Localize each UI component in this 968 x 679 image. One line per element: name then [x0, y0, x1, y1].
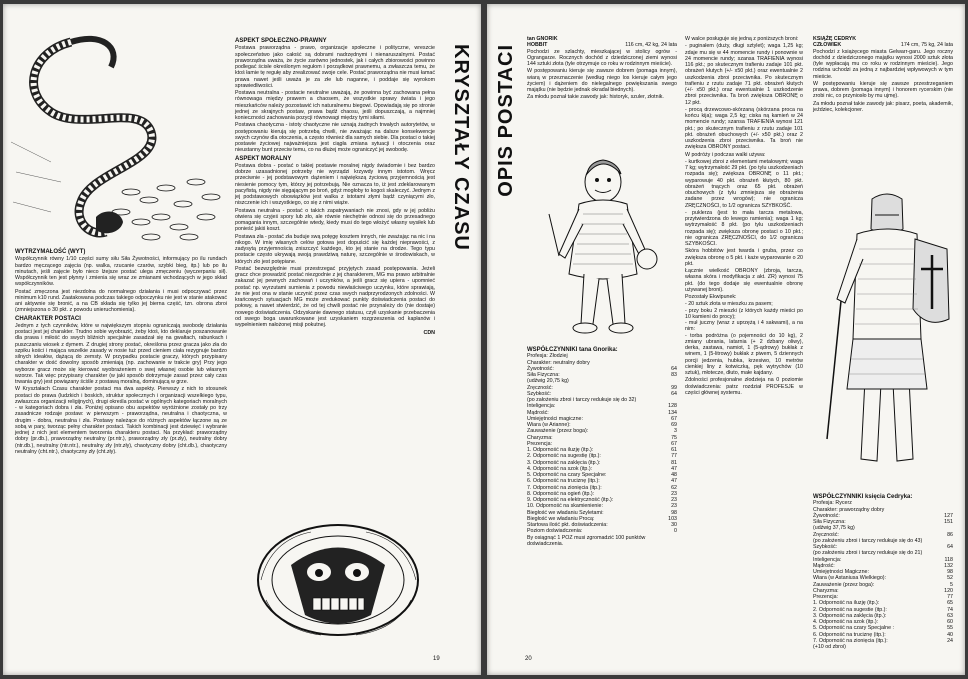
stat-value: 74 — [947, 606, 953, 613]
cedryk-physique: 174 cm, 75 kg, 24 lata — [900, 42, 953, 49]
right-page-number: 20 — [525, 656, 532, 662]
stat-label: Inteligencja: — [813, 556, 842, 563]
stat-label: (po założeniu zbroi i tarczy redukuje się do 21) — [813, 550, 923, 557]
stat-label: 7. Odporność na zionięcia (itp.): — [527, 484, 602, 491]
character-heading: CHARAKTER POSTACI — [15, 315, 81, 322]
stat-value: 132 — [944, 562, 953, 569]
stat-label: 3. Odporność na zaklęcia (itp.): — [527, 459, 601, 466]
stat-value: 30 — [671, 522, 677, 528]
cedryk-profession: Profesja: Rycerz — [813, 500, 852, 507]
stat-value: 48 — [671, 472, 677, 478]
stat-value: 86 — [947, 531, 953, 538]
stat-label: Umiejętności magiczne: — [527, 415, 583, 422]
stat-value: 120 — [944, 587, 953, 594]
stat-value: 47 — [671, 465, 677, 472]
gnorik-bio-1: Pochodzi ze szlachty, mieszkającej w stolicy ogrów - Ograngarze. Rocznych dochód z dziedziczonej ziemi wynosi 144 sztuki złota (tyle otrzymuje co roku w rodzinnym mieście). — [527, 48, 677, 67]
stat-label: Zauważenie (przez boga): — [527, 428, 589, 435]
stat-value: 81 — [671, 459, 677, 466]
sling-paragraph: - procą drzewcowo-skórzaną (skórzana proca na końcu kija); waga 2,5 kg; ciska ną kamień w 24 momencie rundy; szansa TRAFIENIA wynosi 121 pkt.; po skutecznym trafieniu z rzutu zadaje 101 pkt. obrażeń obuchowych (+/- x50 pkt.) oraz 2 uszkodzenia zbroi przeciwnika. Ta broń nie zwiększa OBRONY postaci. — [685, 106, 803, 151]
stat-label: Startowa ilość pkt. doświadczenia: — [527, 522, 608, 528]
stat-value: 24 — [947, 637, 953, 644]
left-page-number: 19 — [433, 656, 440, 662]
stat-label: Charyzma: — [527, 434, 553, 441]
stat-label: Prezencja: — [813, 594, 839, 600]
neutral-moral-paragraph: Postawa neutralna - postać o takich zapatrywaniach nie znosi, gdy w jej pobliżu otwiera się czyjeś spory lub zło, ale równie niechętnie odnosi się do przesadnego pomagania innym, szczególnie wtedy, kiedy musi do tego włożyć własny wysiłek lub ponieść jakiś koszt. — [235, 207, 435, 233]
wyt-heading: WYTRZYMAŁOŚĆ (WYT) — [15, 249, 86, 255]
stat-label: 10. Odporność na skamienienie: — [527, 503, 603, 510]
stat-label: (udźwig 20,75 kg) — [527, 378, 569, 385]
stat-label: Szybkość: — [813, 544, 838, 550]
stat-label: 4. Odporność na szok (itp.): — [527, 465, 593, 472]
gnorik-stats-list — [527, 366, 677, 547]
stat-value: 151 — [944, 519, 953, 525]
stat-value: 55 — [947, 625, 953, 632]
stat-value: 0 — [674, 528, 677, 535]
stat-value: 98 — [947, 569, 953, 575]
signature: CDN — [423, 330, 435, 337]
stat-row — [813, 644, 953, 650]
left-column-2 — [235, 36, 435, 337]
armour-intro: W podróży i podczas walki używa: — [685, 151, 766, 158]
cedryk-stats-list — [813, 513, 953, 651]
chaotic-paragraph: Postawa chaotyczna - istoty chaotyczne nie uznają żadnych trwałych autorytetów, w postępowaniu kierują się potrzebą chwili, nie zważając na dalsze konsekwencje swych czynów dla otoczenia, a często również dla samych siebie. Dla postaci o takiej postawie życiowej najważniejsza jest ciągła zmiana sytuacji i otoczenia oraz nieustanny bunt przeciw temu, co na dłużej może ograniczyć jej swobodę. — [235, 122, 435, 154]
skull-mask-illustration — [251, 520, 426, 640]
stat-value: 65 — [947, 600, 953, 607]
stat-value: 61 — [671, 447, 677, 453]
stat-label: 8. Odporność na ogień (itp.): — [527, 490, 595, 497]
stat-value: 64 — [947, 544, 953, 550]
left-page — [3, 4, 481, 675]
stat-value: 77 — [671, 453, 677, 460]
stat-row — [527, 535, 677, 548]
gnorik-bio-2: W postępowaniu kieruje się zawsze dobrem (pomaga innym), wiarą w przeznaczenie (według niego los kieruje całym jego życiem) i dążeniem do nielegalnego powiększania swego majątku (nie będzie jednak okradał biednych). — [527, 68, 677, 93]
stat-label: 2. Odporność na sugestie (itp.): — [813, 606, 887, 613]
stat-label: Mądrość: — [813, 562, 835, 569]
stat-value: 23 — [671, 497, 677, 503]
stat-value: 64 — [671, 365, 677, 372]
evil-paragraph: Postawa zła - postać zła buduje swą potęgę kosztem innych, nie zważając na nic i na nikogo. W imię własnych celów gotowa jest dopuścić się każdej nieprawości, z zadysytą przyjemnością zniszczyć każdego, kto jej stanie na drodze. Tego typu postacie często ukrywają swoją prawdziwą naturę, szczególnie w środowiskach, w których zło jest potępiane. — [235, 233, 435, 265]
stat-label: Żywotność: — [813, 512, 840, 519]
stat-value: 3 — [674, 428, 677, 435]
stat-label: 1. Odporność na iluzję (itp.): — [813, 600, 880, 607]
wyt-paragraph-1: Współczynnik równy 1/10 części sumy siłu Siła Żywotności, informujący po ilu rundach bardzo męczącego zajęcia (np. walka, rzucanie czarów, szybki bieg, itp.) lub po ilu minutach, jeśli zajęcie było nieco lżejsze postać ulega zmęczeniu (wyczerpaniu sił). Współczynnik ten jest płynny i zmienia się wraz ze zmianami wchodzących w jego skład współczynników. — [15, 256, 227, 288]
stat-value: 47 — [671, 478, 677, 485]
neutral-paragraph: Postawa neutralna - postacie neutralne uważają, że powinna być zachowana pełna równowaga między prawem a chaosem, że wszystkie sprawy świata i jego mieszkańców należy pozostawić ich naturalnemu biegowi. Opowiadają się po stronie jednej ze skrajnych postaw, prawa bądź chaosu, jeśli dopuszczają, a najmniej konieczności zachowania pozycji równowagi między tymi siłami. — [235, 90, 435, 121]
equipment-column — [685, 36, 803, 397]
character-paragraph-1: Jednym z tych czynników, które w największym stopniu ograniczają swobodę działania postaci jest jej charakter. Trudno sobie wyobrazić, żeby ktoś, kto deklaruje poszanowanie dla prawa i miłość do swych bliźnich specjalnie zasadzał się na gwałtach, rabunkach i puszczaniu wiosek z dymem. Z drugiej strony postać, określona przez gracza jako zła do szpiku kości i mająca wszelkie zasady w nosie tuż przed cieniem ciała rezygnuje bardzo silnych ideałów, dążącą do zemsty. W przypadku postacie graczy, których przypisany charakter w dość dowolny sposób zmieniają (np. zachowanie w trakcie gry) Przy jego wyborze gracz może się kierować wyobrażeniem o swej własnej osobie lub własnym wzorze. Tak więc przypisany charakter (w jaki sposób dotrzymuje zasad przez cały czas trwania gry) jest powiązany ściśle z postawą moralną, dominującą w grze. — [15, 322, 227, 385]
stat-value: 64 — [671, 390, 677, 397]
equipment-list: - 20 sztuk złota w mieszku za pasem; - przy boku 2 mieszki (z których każdy mieści po 10 kamieni do procy); - muł juczny (wraz z uprzężą i 4 sakwami), a na nim: - torba podróżna (o pojemności do 10 kg), 2 zmiany ubrania, latarnia (+ 2 dzbany oliwy), derka, zastawa, namiot, 1 (5-ądrowy) bukłak z winem, 1 (5-litrowy) bukłak z piwem, 5 dziennych porcji jedzenia, hubka, krzesiwo, 10 metrów cienkiej liny z kotwiczką, pęk wytrychów (10 sztuk), młotecze, dłuto, małe kajdany. — [685, 301, 803, 376]
cedryk-bio-3: Za młodu poznał takie zawody jak: pisarz, poeta, akademik, jeździec, kolekcjoner. — [813, 100, 953, 113]
character-paragraph-2: W Kryształach Czasu charakter postaci ma dwa aspekty. Pierwszy z nich to stosunek postaci do prawa (ludzkich i boskich, struktur społecznych i organizacji wszelkiego typu, zwłaszcza organizacji religijnych), drugi określa postać w ogólnych kategoriach moralnych - w kategoriach dobra i zła. Poniżej opisano obu aspektów wyróżnione zostały po trzy zasadnicze rodzaje postaw: w pierwszym - praworządna, neutralna i chaotyczna, w drugim - dobra, neutralna i zła. Postawy należące do różnych aspektów łączone są ze sobą w pary, tworząc pełny charakter postaci. Takich kombinacji jest dziewięć i wybranie jednej z nich jest elementem tworzenia charakteru postaci. Na przykład: praworządny dobry (pr.db.), praworządny neutralny (pr.ntr.), praworządny zły (pr.zły), neutralny dobry (ntr.db.), neutralny (ntr.ntr.), neutralny zły (ntr.zły), chaotyczny dobry (cht.db.), chaotyczny neutralny (cht.ntr.), chaotyczny zły (cht.zły). — [15, 386, 227, 455]
stat-value: 23 — [671, 503, 677, 510]
stat-label: 6. Odporność na truciznę (itp.): — [813, 631, 886, 638]
stat-label: 3. Odporność na zaklęcia (itp.): — [813, 612, 887, 619]
stat-label: Zręczność: — [527, 384, 553, 391]
thief-skills-paragraph: Zdolności profesjonalne złodzieja na 0 poziomie doświadczenia: patrz rozdział PROFESJE w części głównej systemu. — [685, 377, 803, 396]
knight-illustration — [817, 189, 957, 479]
gnorik-character: Charakter: neutralny dobry — [527, 359, 590, 366]
stat-label: 5. Odporność na czary Specjalne: — [527, 472, 607, 478]
stat-label: 2. Odporność na sugestię (itp.): — [527, 453, 601, 460]
right-page — [487, 4, 965, 675]
stat-label: 7. Odporność na zionięcia (itp.): — [813, 637, 888, 644]
stat-label: Wiara (w Arianne): — [527, 422, 571, 428]
stat-label: (udźwig 37,75 kg) — [813, 525, 855, 532]
moral-aspect-heading: ASPEKT MORALNY — [235, 155, 292, 162]
stat-value: 98 — [671, 509, 677, 516]
stat-value: 60 — [947, 619, 953, 625]
stat-label: Siła Fizyczna: — [527, 372, 560, 378]
gm-paragraph: Postać bezwzględnie musi przestrzegać przyjętych zasad postępowania. Jeżeli gracz chce prowadzić postać niezgodnie z jej charakterem, MG ma prawo arbitralnie zakazać jej pewnych zachowań i uczynków, a jeśli gracz się upiera - upomnieć postać np. wyrzutami sumienia z powodu niewłaściwego uczynku, które sprawiają, że nie jest ona w stanie uczynić przez czas swych nadprzyrodzonych zdolności. W krańcowych sytuacjach MG może zredukować punkty doświadczenia postaci do połowy, a nawet stwierdzić, że od tej chwili postać nie przynależy do (nie dostaje) nowego doświadczenia. Odzyskanie dawnego statusu, czyli uzyskanie przebaczenia od swego boga uwarunkowane jest uzyskaniem rozgrzeszenia od kapłanów i wypełnieniem nałożonej misji pokutnej. — [235, 265, 435, 328]
defense-total-paragraph: Łącznie wielkość OBRONY (zbroja, tarcza, własna skóra i modyfikacja z akt. ZR) wynosi 75 pkt. (do tego dodaje się ewentualnie obronę używanej broni). — [685, 268, 803, 293]
serpent-illustration — [11, 22, 226, 247]
skin-paragraph: Skóra hobbitów jest twarda i gruba, przez co zwiększa obronę o 5 pkt. i każe wyparowanie o 20 pkt. — [685, 248, 803, 267]
stat-value: 77 — [947, 594, 953, 600]
stat-value: 69 — [671, 422, 677, 428]
hobbit-illustration — [529, 154, 677, 339]
stat-label: Prezencja: — [527, 440, 553, 447]
stat-value: 63 — [947, 612, 953, 619]
stat-value: 128 — [668, 403, 677, 410]
stat-label: Biegłość we władaniu Szyletami: — [527, 509, 604, 516]
stat-label: (+10 od zbroi) — [813, 644, 846, 650]
left-column-1 — [15, 247, 227, 456]
stat-label: Mądrość: — [527, 409, 549, 416]
stat-label: 5. Odporność na czary Specjalne : — [813, 625, 894, 632]
dagger-paragraph: - puginałem (duży, długi sztylet); waga 1,25 kg; zdaje mu się w 44 momencie rundy i ponownie w 24 momencie rundy; szansa TRAFIENIA wynosi 116 pkt.; po skutecznym trafieniu zadaje 101 pkt. obrażeń kłutych (+/- x50 pkt.) oraz ewentualnie 2 uszkodzenia zbroi przeciwnika. Po skutecznym trafieniu z rzutu zadaje 71 pkt. obrażeń kłutych (+/- x50 pkt.) oraz ewentualnie 1 uszkodzenie zbroi przeciwnika. Ta broń zwiększa OBRONĘ o 12 pkt. — [685, 43, 803, 106]
gnorik-title: tan GNORIK — [527, 36, 558, 42]
stat-value: 52 — [947, 575, 953, 582]
cedryk-header-column — [813, 36, 953, 114]
left-vertical-title: KRYSZTAŁY CZASU — [450, 44, 472, 251]
stat-value: 127 — [944, 512, 953, 519]
buckler-paragraph: - puklerza (jest to mała tarcza metalowa, przytwierdzona do lewego ramienia); waga 1 kg; wytrzymałość 8 pkt. (po tylu uszkodzeniach rozpada się); zwiększa obronę postaci o 10 pkt.; nie ogranicza ZRĘCZNOŚCI, do 1/2 ogranicza SZYBKOŚCI. — [685, 209, 803, 247]
stat-label: (po założeniu zbroi i tarczy redukuje się do 32) — [527, 397, 637, 403]
wyt-paragraph-2: Postać zmęczona jest niezdolna do normalnego działania i musi odpoczywać przez minimum k10 rund. Zaatakowana podczas takiego odpoczynku nie jest w stanie atakować ani aktywnie się bronić, a na CB składa się tylko jej bierna część, tzn. obrona zbroi (zmniejszona o 30 pkt. z powodu unieruchomienia). — [15, 288, 227, 314]
good-paragraph: Postawa dobra - postać o takiej postawie moralnej nigdy świadomie i bez bardzo dobrze uzasadnionej potrzeby nie wyrządzi krzywdy innym istotom. Wręcz przeciwnie - jej podstawowym dążeniem i największą życiową przyjemnością jest niesienie pomocy tym, którzy jej potrzebują. Nie oznacza to, iż jest zdeklarowanym pacyfistą, nigdy nie sięgającym po broń, gdyż mogłoby to kogoś skaleczyć. Jednym z jej podstawowych obowiązków jest walka z istotami złymi bądź czyniącymi zło, niszczenie ich i wszystkiego, co się z nimi wiąże. — [235, 162, 435, 207]
stat-label: Poziom doświadczenia: — [527, 528, 583, 535]
cedryk-character: Charakter: praworządny dobry — [813, 506, 885, 513]
stat-label: Umiejętności Magiczne: — [813, 569, 869, 575]
cedryk-stats-box — [813, 494, 953, 650]
stat-value: 103 — [668, 515, 677, 522]
stat-label: 6. Odporność na truciznę (itp.): — [527, 478, 600, 485]
stat-value: 62 — [671, 484, 677, 491]
stat-label: Charyzma: — [813, 587, 839, 594]
stat-label: Zauważenie (przez boga): — [813, 581, 875, 588]
gnorik-header-column — [527, 36, 677, 102]
cedryk-title: KSIĄŻĘ CEDRYK — [813, 36, 857, 42]
right-vertical-title: OPIS POSTACI — [495, 44, 517, 197]
cedryk-race: CZŁOWIEK — [813, 42, 842, 49]
stat-label: 9. Odporność na elektryczność (itp.): — [527, 497, 614, 503]
stat-value: 67 — [671, 415, 677, 422]
stat-value: 83 — [671, 372, 677, 378]
cedryk-bio-1: Pochodzi z książęcego miasta Gelwarr-garu. Jego roczny dochód z dziedziczonego majątku wynosi 2000 sztuk złota (tyle wypłacają mu co roku w rodzinnym mieście). Jego rodzina uchodzi za jedną z najbardziej wpływowych w tym mieście. — [813, 48, 953, 80]
gnorik-physique: 116 cm, 42 kg, 24 lata — [625, 42, 677, 49]
stat-label: Biegłość we władaniu Procą: — [527, 515, 595, 522]
equipment-intro: Pozostały Ekwipunek: — [685, 294, 737, 300]
stat-value: 5 — [950, 581, 953, 588]
stat-label: 1. Odporność na iluzję (itp.): — [527, 447, 594, 453]
stat-value: 67 — [671, 440, 677, 447]
weapons-intro: W walce posługuje się jedną z poniższych broni: — [685, 36, 799, 42]
stat-label: Zręczność: — [813, 531, 839, 538]
stat-label: By osiągnąć 1 POZ musi zgromadzić 100 punktów doświadczenia. — [527, 534, 646, 547]
stat-label: Wiara (w Astaniusa Wielkiego): — [813, 575, 887, 582]
gnorik-stats-box — [527, 347, 677, 547]
gnorik-bio-3: Za młodu poznał takie zawody jak: historyk, szuler, złotnik. — [527, 94, 664, 101]
gnorik-race: HOBBIT — [527, 42, 548, 49]
stat-value: 75 — [671, 434, 677, 441]
gnorik-stats-title: WSPÓŁCZYNNIKI tana Gnorika: — [527, 347, 618, 353]
stat-value: 99 — [671, 384, 677, 391]
stat-value: 118 — [944, 556, 953, 563]
cedryk-stats-title: WSPÓŁCZYNNIKI księcia Cedryka: — [813, 494, 913, 500]
gnorik-profession: Profesja: Złodziej — [527, 353, 568, 360]
stat-label: Żywotność: — [527, 365, 554, 372]
stat-label: Szybkość: — [527, 390, 552, 397]
lawful-paragraph: Postawa praworządna - prawo, organizacje społeczne i polityczne, wreszcie społeczeństwo jako całość są dobrami nadrzędnymi i nienaruszalnymi. Postać praworządna uważa, że życie zarówno jednostek, jak i całych zbiorowości powinno podlegać ścisłe określonym regułom i porządkowi prawnemu, a zwłaszcza temu, że ktoś łamie tę regułę aby zrealizować swoje cele. Postać praworządna nie musi łamać prawa nawet jeśli uważa je za złe lub naganne, i poddaje się wyrokom sprawiedliwości. — [235, 45, 435, 89]
stat-label: Inteligencja: — [527, 403, 556, 410]
stat-value: 40 — [947, 631, 953, 638]
cedryk-bio-2: W postępowaniu kieruje się zawsze przestrzeganiem prawa, dobrem (pomaga innym) i honorem rycerskim (nie zrobi nic, co przyniosło by mu ujmę). — [813, 80, 953, 100]
stat-label: 4. Odporność na szok (itp.): — [813, 619, 879, 625]
stat-value: 134 — [668, 409, 677, 416]
stat-label: Siła Fizyczna: — [813, 519, 846, 525]
social-aspect-heading: ASPEKT SPOŁECZNO-PRAWNY — [235, 38, 327, 44]
jacket-armour-paragraph: - kurtkowej zbroi z elementami metalowymi; waga 7 kg; wytrzymałość 29 pkt. (po tylu uszkodzeniach rozpada się); zwiększa OBRONĘ o 11 pkt.; wyparowuje 40 pkt. obrażeń kłutych, 80 pkt. obrażeń tnących oraz 65 pkt. obrażeń obuchowych (z tylu zmniejsza się obrażenia zadane przez wrogów); nie ogranicza ZRĘCZNOŚCI, to 1/2 ogranicza SZYBKOŚĆ. — [685, 158, 803, 209]
stat-label: (po założeniu zbroi i tarczy redukuje się do 43) — [813, 537, 923, 544]
stat-value: 23 — [671, 490, 677, 497]
